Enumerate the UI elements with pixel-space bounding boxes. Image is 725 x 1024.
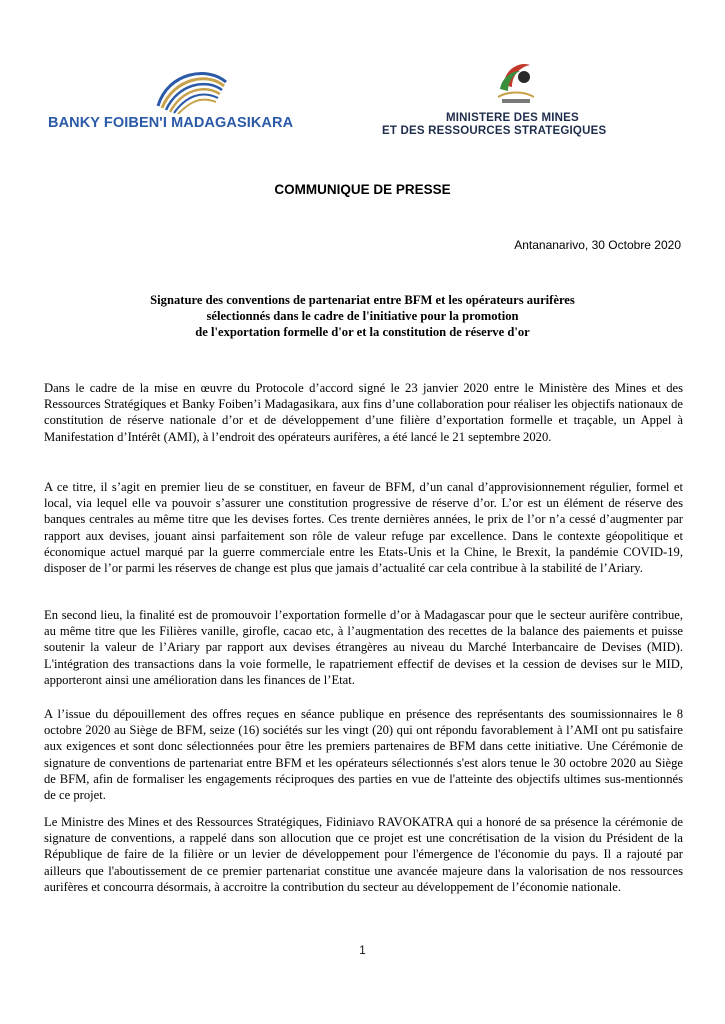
ministry-logo — [380, 55, 660, 145]
body-paragraph: A l’issue du dépouillement des offres reçues en séance publique en présence des représentants des soumissionnaires le 8 octobre 2020 au Siège de BFM, seize (16) sociétés sur les vingt (20) qui ont répondu favorablement à l’AMI ont pu satisfaire aux exigences et sont donc sélectionnées pour être les premiers partenaires de BFM dans cette initiative. Une Cérémonie de signature de conventions de partenariat entre BFM et les opérateurs sélectionnés s'est alors tenue le 30 octobre 2020 au Siège de BFM, afin de formaliser les engagements réciproques des parties en vue de l'atteinte des objectifs ultimes sus-mentionnés de ce projet. — [44, 707, 683, 803]
ministry-name-line1: MINISTERE DES MINES — [446, 112, 579, 124]
body-paragraph: Dans le cadre de la mise en œuvre du Protocole d’accord signé le 23 janvier 2020 entre le Ministère des Mines et des Ressources Stratégiques et Banky Foiben’i Madagasikara, aux fins d’une collaboration pour réaliser les objectifs nationaux de constitution de réserve nationale d’or et de développement d’une filière d’exportation formelle et traçable, un Appel à Manifestation d’Intérêt (AMI), à l’endroit des opérateurs aurifères, a été lancé le 21 septembre 2020. — [44, 381, 683, 444]
subject-line: Signature des conventions de partenariat entre BFM et les opérateurs aurifères — [150, 293, 575, 307]
page-number: 1 — [359, 945, 366, 957]
ministry-name-line2: ET DES RESSOURCES STRATEGIQUES — [382, 125, 607, 137]
body-paragraph: Le Ministre des Mines et des Ressources Stratégiques, Fidiniavo RAVOKATRA qui a honoré de sa présence la cérémonie de signature de conventions, a rappelé dans son allocution que ce projet est une concrétisation de la vision du Président de la République de faire de la filière or un levier de développement pour l'émergence de l'économie du pays. Il a rajouté par ailleurs que l'aboutissement de ce premier partenariat constitue une avancée majeure dans la valorisation de nos ressources aurifères et concourra désormais, à accroitre la contribution du secteur au développement de l’économie nationale. — [44, 815, 683, 894]
body-paragraph: A ce titre, il s’agit en premier lieu de se constituer, en faveur de BFM, d’un canal d’approvisionnement régulier, formel et local, via lequel elle va pouvoir s’assurer une constitution progressive de réserve d’or. L’or est un élément de réserve des banques centrales au même titre que les devises fortes. Ces trente dernières années, le prix de l’or n’a cessé d’augmenter par rapport aux devises, jouant ainsi parfaitement son rôle de valeur refuge par excellence. Dans le contexte géopolitique et économique actuel marqué par la guerre commerciale entre les Etats-Unis et la Chine, le Brexit, la pandémie COVID-19, disposer de l’or parmi les réserves de change est plus que jamais d’actualité car cela contribue à la stabilité de l’Ariary. — [44, 480, 683, 576]
page-title: COMMUNIQUE DE PRESSE — [274, 182, 451, 197]
subject-line: de l'exportation formelle d'or et la constitution de réserve d'or — [195, 325, 530, 339]
subject-line: sélectionnés dans le cadre de l'initiative pour la promotion — [206, 309, 519, 323]
date-line: Antananarivo, 30 Octobre 2020 — [514, 238, 681, 252]
bfm-arcs-logo-icon — [138, 62, 238, 114]
bfm-logo — [40, 62, 300, 142]
bfm-name: BANKY FOIBEN'I MADAGASIKARA — [48, 115, 294, 131]
subject-heading — [60, 292, 665, 340]
ministry-emblem-icon — [490, 55, 542, 107]
body-paragraph: En second lieu, la finalité est de promouvoir l’exportation formelle d’or à Madagascar pour que le secteur aurifère contribue, au même titre que les Filières vanille, girofle, cacao etc, à l’augmentation des recettes de la balance des paiements et puisse soutenir la valeur de l’Ariary par rapport aux devises étrangères au niveau du Marché Interbancaire de Devises (MID). L'intégration des transactions dans la voie formelle, le rapatriement effectif de devises et la cession de devises sur le MID, apporteront ainsi une amélioration dans les finances de l’Etat. — [44, 608, 683, 687]
